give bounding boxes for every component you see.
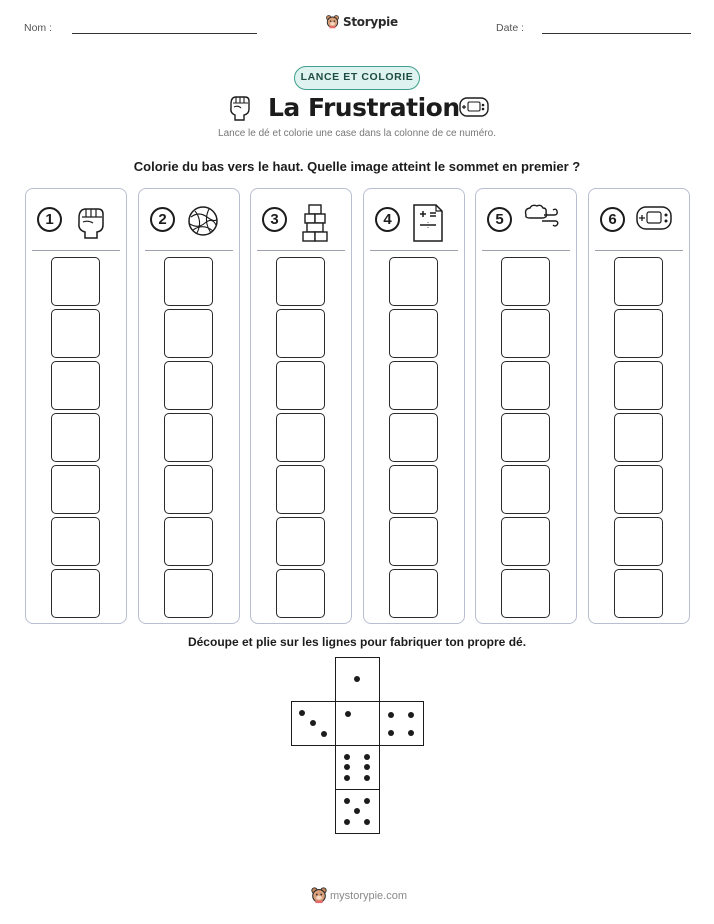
die-face-4 [379,701,424,746]
die-pip [344,754,350,760]
die-face-3 [291,701,336,746]
color-cell[interactable] [164,517,213,566]
color-cell[interactable] [51,309,100,358]
die-pip [354,676,360,682]
die-pip [364,754,370,760]
die-pip [344,775,350,781]
color-cell[interactable] [501,257,550,306]
die-face-5 [335,789,380,834]
tangled-ball-icon [185,203,221,239]
bear-mascot-icon [325,14,340,29]
die-pip [364,764,370,770]
column-divider [482,250,570,251]
column-divider [257,250,345,251]
color-cell[interactable] [389,465,438,514]
die-pip [344,798,350,804]
color-cell[interactable] [51,257,100,306]
date-label: Date : [496,22,525,34]
color-cell[interactable] [614,309,663,358]
activity-tag: LANCE ET COLORIE [294,66,420,90]
die-pip [408,730,414,736]
color-cell[interactable] [276,361,325,410]
stacked-blocks-icon [297,203,333,243]
die-face-1 [335,701,380,746]
die-pip [364,775,370,781]
color-cell[interactable] [614,465,663,514]
color-cell[interactable] [276,465,325,514]
color-cell[interactable] [276,257,325,306]
column-header [589,203,689,243]
color-cell[interactable] [276,569,325,618]
brand-logo [325,14,398,29]
color-cell[interactable] [614,361,663,410]
column-header [139,203,239,243]
die-pip [364,798,370,804]
die-pip [345,711,351,717]
date-line [542,33,691,34]
column-4 [363,188,465,624]
column-divider [32,250,120,251]
color-cell[interactable] [164,361,213,410]
color-cell[interactable] [389,309,438,358]
color-cell[interactable] [164,569,213,618]
color-cell[interactable] [51,361,100,410]
column-header [251,203,351,243]
die-pip [388,712,394,718]
die-pip [321,731,327,737]
title-row [0,92,714,128]
column-header [364,203,464,243]
color-cell[interactable] [51,517,100,566]
color-cell[interactable] [389,361,438,410]
color-cell[interactable] [51,413,100,462]
color-cell[interactable] [389,517,438,566]
column-number: 3 [262,207,287,232]
color-cell[interactable] [51,569,100,618]
game-controller-icon [459,96,489,118]
brand-name: Storypie [343,14,398,29]
column-number: 6 [600,207,625,232]
color-cell[interactable] [164,309,213,358]
column-divider [595,250,683,251]
color-cell[interactable] [501,309,550,358]
clenched-fist-icon [72,203,108,239]
column-header [26,203,126,243]
column-6 [588,188,690,624]
column-5 [475,188,577,624]
math-worksheet-icon [410,203,446,243]
color-cell[interactable] [51,465,100,514]
column-number: 5 [487,207,512,232]
column-divider [370,250,458,251]
color-cell[interactable] [501,569,550,618]
footer-url[interactable]: mystorypie.com [330,890,408,902]
color-cell[interactable] [614,257,663,306]
color-cell[interactable] [501,465,550,514]
die-face-6 [335,745,380,790]
column-number: 1 [37,207,62,232]
gust-of-wind-icon [522,203,560,233]
column-3 [250,188,352,624]
die-pip [354,808,360,814]
color-cell[interactable] [164,257,213,306]
name-label: Nom : [24,22,53,34]
color-cell[interactable] [614,413,663,462]
bear-mascot-icon [310,886,328,904]
color-cell[interactable] [501,413,550,462]
color-cell[interactable] [276,413,325,462]
column-divider [145,250,233,251]
page-title: La Frustration [268,93,460,122]
name-line [72,33,257,34]
die-pip [364,819,370,825]
die-pip [310,720,316,726]
game-controller-icon [635,203,673,233]
color-cell[interactable] [164,465,213,514]
color-cell[interactable] [389,413,438,462]
clenched-fist-icon [225,92,253,122]
subtitle: Lance le dé et colorie une case dans la colonne de ce numéro. [218,128,496,139]
die-pip [388,730,394,736]
column-number: 4 [375,207,400,232]
column-number: 2 [150,207,175,232]
footer [0,886,714,906]
color-cell[interactable] [276,517,325,566]
die-pip [344,819,350,825]
cut-instruction: Découpe et plie sur les lignes pour fabriquer ton propre dé. [187,635,527,649]
color-cell[interactable] [389,569,438,618]
column-1 [25,188,127,624]
instruction: Colorie du bas vers le haut. Quelle image atteint le sommet en premier ? [133,159,581,174]
column-2 [138,188,240,624]
color-cell[interactable] [614,517,663,566]
die-face-1 [335,657,380,702]
color-cell[interactable] [614,569,663,618]
column-header [476,203,576,243]
color-cell[interactable] [501,361,550,410]
die-pip [299,710,305,716]
die-pip [408,712,414,718]
die-pip [344,764,350,770]
color-cell[interactable] [164,413,213,462]
color-cell[interactable] [389,257,438,306]
color-cell[interactable] [276,309,325,358]
color-cell[interactable] [501,517,550,566]
